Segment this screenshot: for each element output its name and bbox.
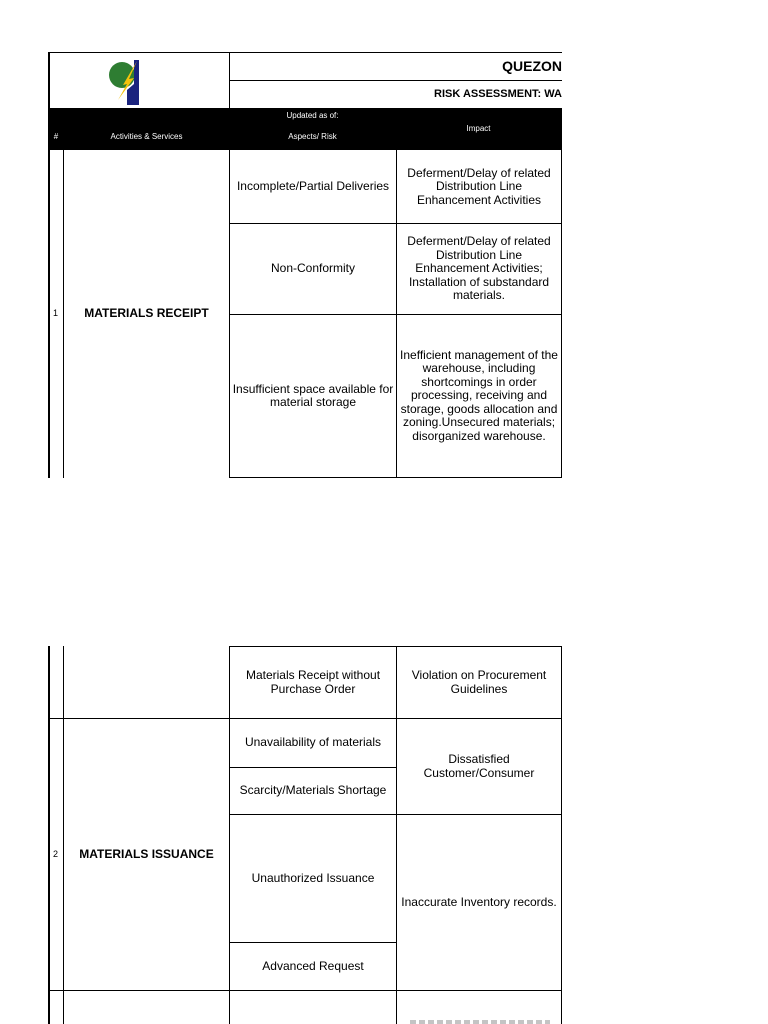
impact-cell: Deferment/Delay of related Distribution Line Enhancement Activities; Installation of substandard materials. — [407, 234, 551, 303]
col-impact-header: Impact — [466, 123, 491, 133]
aspect-cell: Incomplete/Partial Deliveries — [236, 179, 390, 194]
row-number: 1 — [53, 308, 59, 319]
company-logo — [106, 58, 142, 106]
aspect-cell: Unavailability of materials — [244, 735, 382, 750]
aspect-cell: Insufficient space available for material storage — [232, 381, 394, 409]
col-aspects-header: Aspects/ Risk — [288, 131, 337, 141]
row-number: 2 — [53, 848, 59, 859]
truncated-impact-text — [410, 1018, 550, 1024]
logo-icon — [106, 58, 142, 106]
impact-cell: Deferment/Delay of related Distribution Line Enhancement Activities — [407, 165, 551, 207]
activity-name: MATERIALS ISSUANCE — [79, 846, 214, 861]
impact-cell: Inaccurate Inventory records. — [401, 894, 557, 909]
org-title: QUEZON — [502, 57, 562, 74]
impact-cell: Inefficient management of the warehouse, including shortcomings in order processing, receiving and storage, goods allocation and zoning.Unsecured materials; disorganized warehouse. — [400, 347, 558, 443]
col-number-header: # — [53, 131, 59, 141]
col-activities-header: Activities & Services — [110, 131, 183, 141]
aspect-cell: Unauthorized Issuance — [251, 870, 375, 885]
aspect-cell: Materials Receipt without Purchase Order — [245, 668, 381, 696]
activity-name: MATERIALS RECEIPT — [84, 306, 209, 321]
grid-line — [230, 80, 562, 81]
grid-line — [48, 990, 562, 991]
impact-cell: Dissatisfied Customer/Consumer — [423, 752, 535, 780]
assessment-subtitle: RISK ASSESSMENT: WA — [434, 87, 562, 100]
updated-as-of-label: Updated as of: — [286, 110, 339, 120]
grid-line — [48, 52, 562, 53]
grid-line — [229, 52, 230, 108]
aspect-cell: Scarcity/Materials Shortage — [239, 783, 387, 798]
impact-cell: Violation on Procurement Guidelines — [411, 668, 547, 696]
aspect-cell: Non-Conformity — [270, 261, 356, 276]
grid-line — [229, 477, 562, 478]
grid-line — [561, 646, 562, 1024]
aspect-cell: Advanced Request — [262, 958, 364, 973]
